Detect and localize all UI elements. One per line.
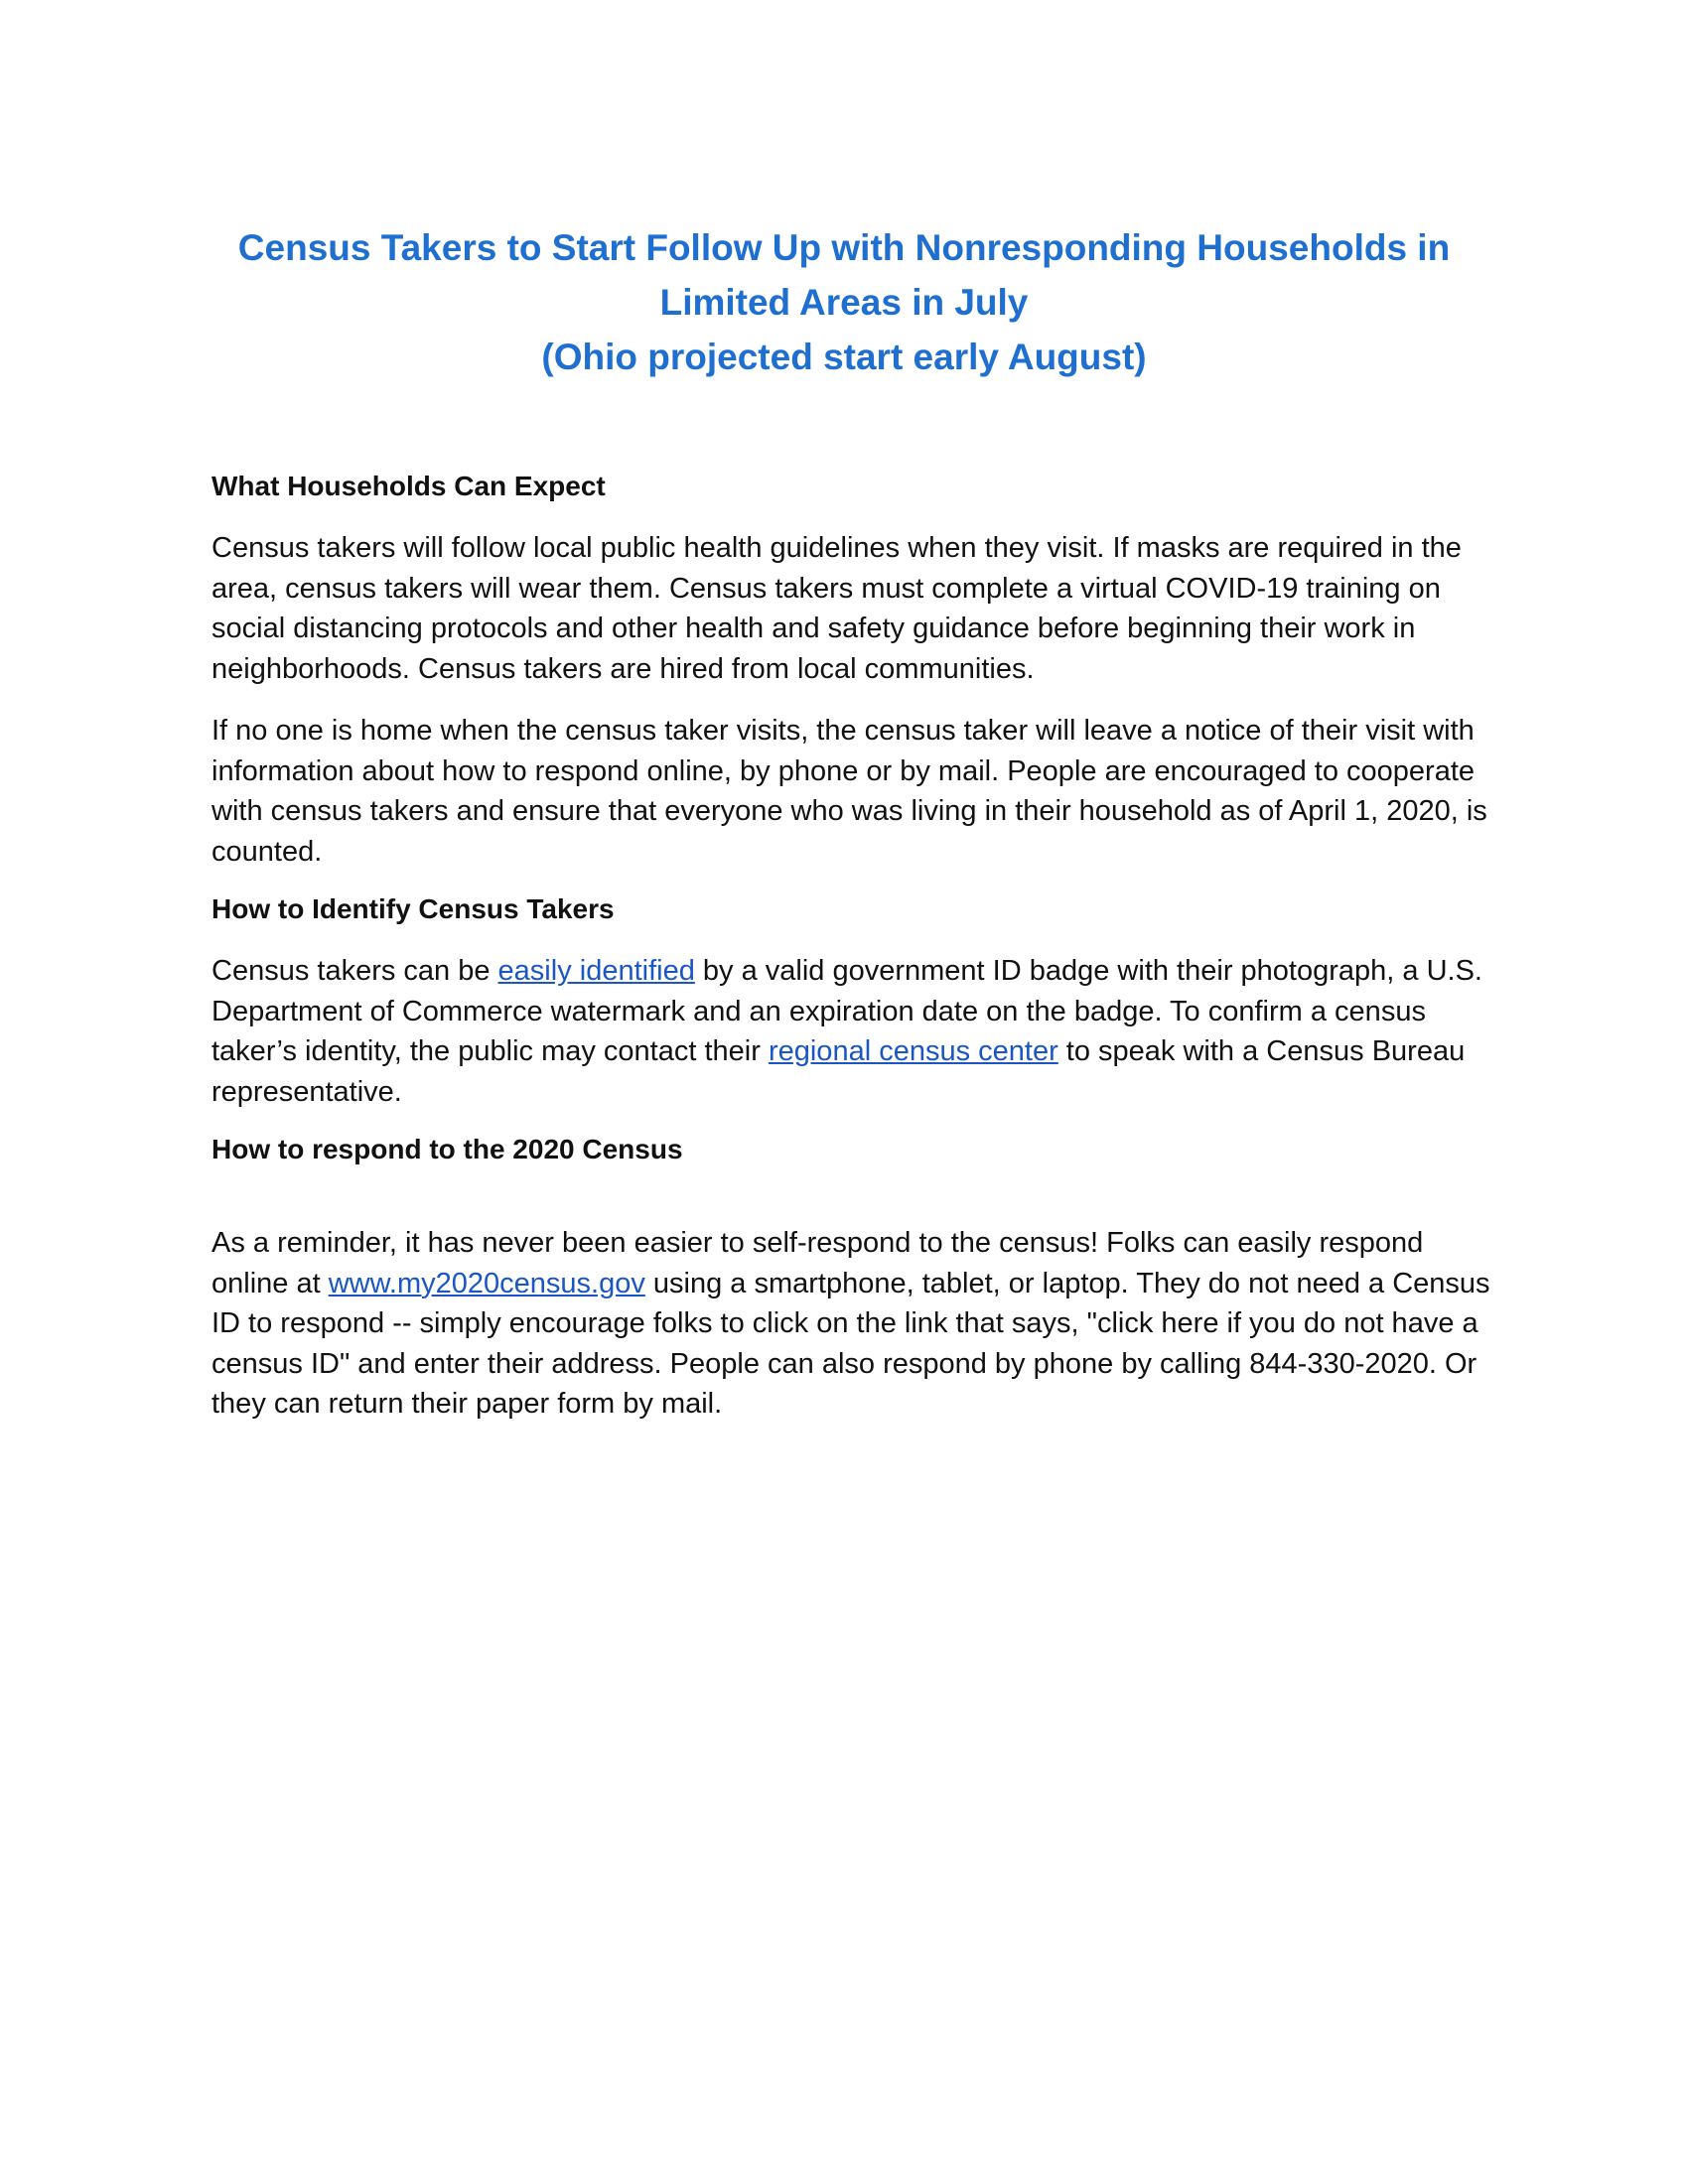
heading-how-to-respond: How to respond to the 2020 Census [211,1134,683,1164]
identify-text-1: Census takers can be [211,955,498,987]
identify-text-2: by a valid government ID badge with their photograph, a U.S. Department of Commerce watermark and an expiration date on the badge. To confirm a census taker’s identity, the public may contact their [211,955,1482,1067]
paragraph-no-one-home: If no one is home when the census taker visits, the census taker will leave a notice of their visit with information about how to respond online, by phone or by mail. People are encouraged to cooperate with census takers and ensure that everyone who was living in their household as of April 1, 2020, is counted. [211,715,1487,868]
title-line-3: (Ohio projected start early August) [541,337,1147,377]
paragraph-health-guidelines: Census takers will follow local public health guidelines when they visit. If masks are required in the area, census takers will wear them. Census takers must complete a virtual COVID-19 training on social distancing protocols and other health and safety guidance before beginning their work in neighborhoods. Census takers are hired from local communities. [211,532,1462,685]
heading-how-to-identify: How to Identify Census Takers [211,893,615,924]
respond-text-1: As a reminder, it has never been easier to self-respond to the census! Folks can easily respond online at [211,1227,1424,1299]
document-body [211,467,1502,1425]
title-line-2: Limited Areas in July [659,282,1029,323]
paragraph-how-to-respond [211,1223,1502,1425]
my2020census-link[interactable]: www.my2020census.gov [328,1267,645,1299]
easily-identified-link[interactable]: easily identified [497,955,695,987]
paragraph-identify-census-takers [211,951,1502,1112]
identify-text-3: to speak with a Census Bureau representative. [211,1035,1466,1108]
title-line-1: Census Takers to Start Follow Up with Nonresponding Households in [237,227,1451,268]
regional-census-center-link[interactable]: regional census center [768,1035,1058,1067]
respond-text-2: using a smartphone, tablet, or laptop. They do not need a Census ID to respond -- simply encourage folks to click on the link that says, "click here if you do not have a census ID" and enter their address. People can also respond by phone by calling 844-330-2020. Or they can return their paper form by mail. [211,1267,1490,1420]
page-title [149,220,1539,384]
heading-what-households-can-expect: What Households Can Expect [211,471,606,501]
